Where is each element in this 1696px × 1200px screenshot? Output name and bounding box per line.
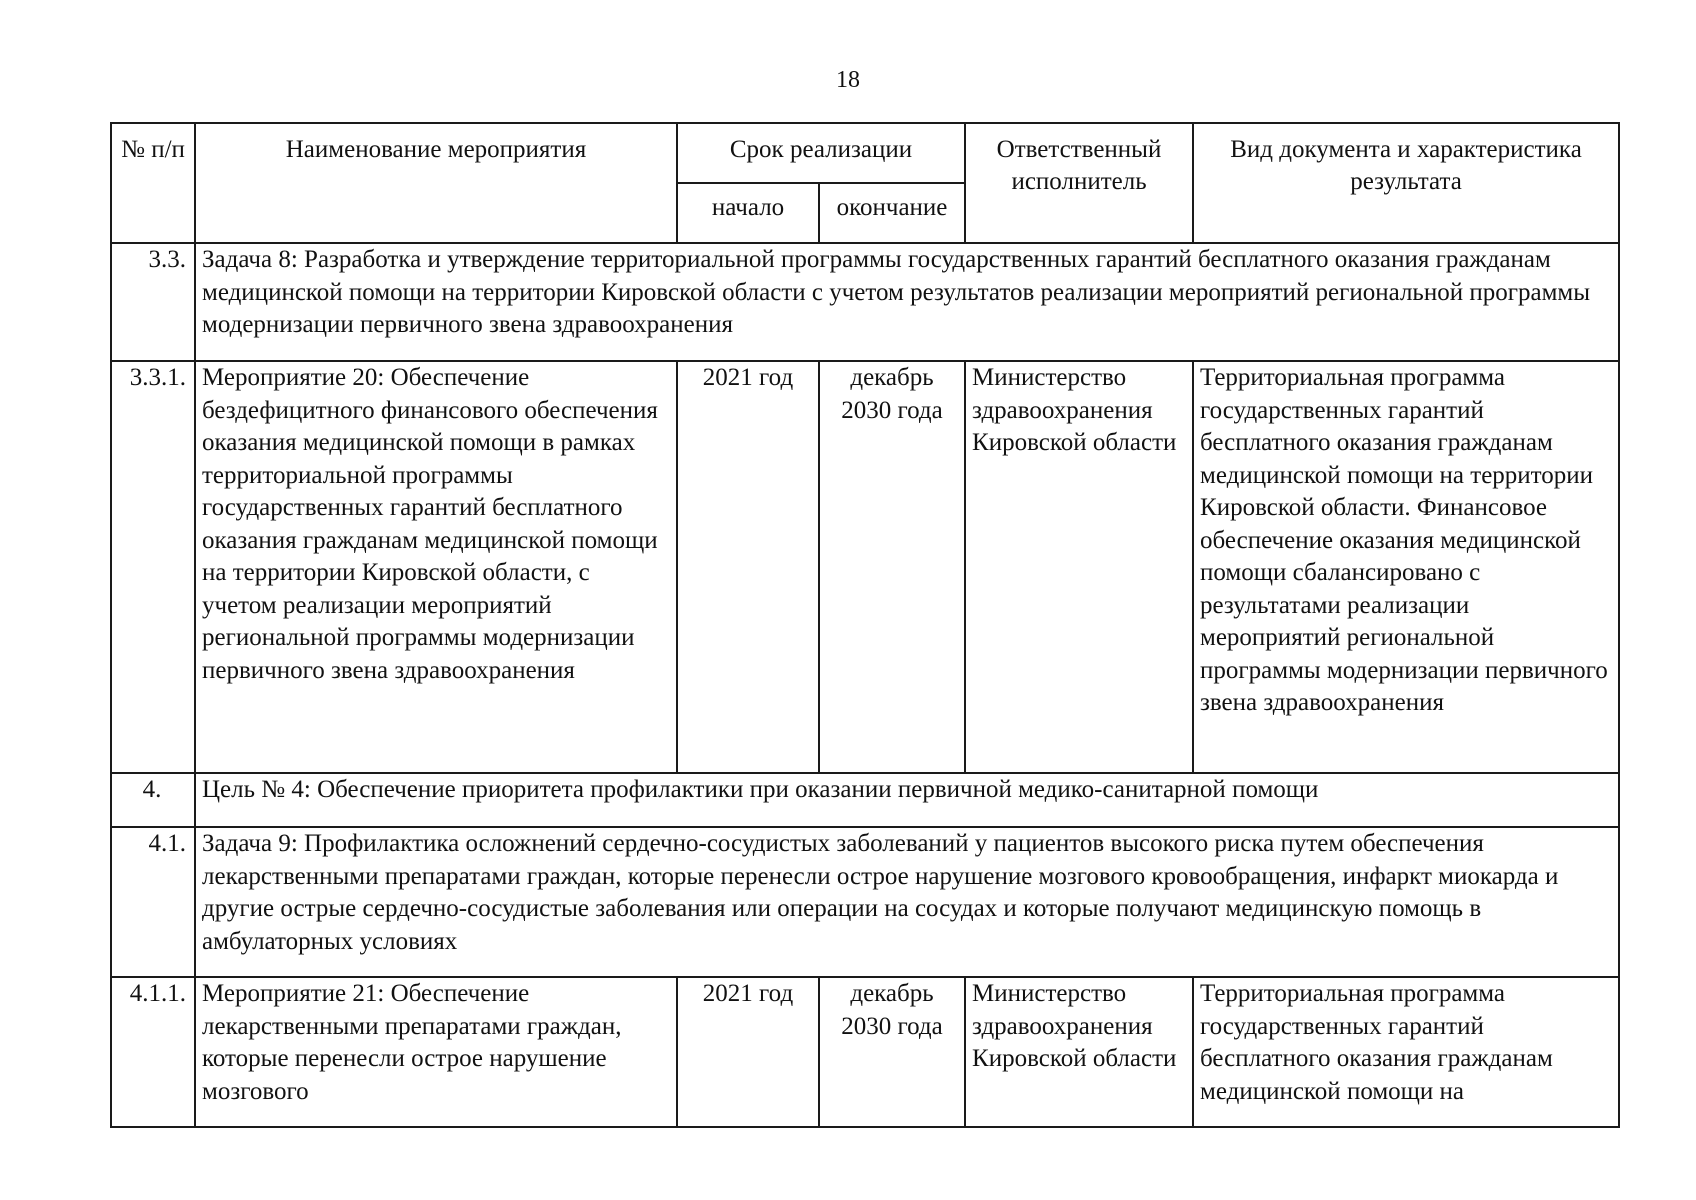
row-number: 4.1. bbox=[111, 827, 195, 977]
activity-responsible: Министерство здравоохранения Кировской области bbox=[965, 977, 1193, 1127]
task-text: Задача 8: Разработка и утверждение территориальной программы государственных гарантий бесплатного оказания гражданам медицинской помощи на территории Кировской области с учетом результатов реализации мероприятий региональной программы модернизации первичного звена здравоохранения bbox=[195, 243, 1619, 361]
header-start: начало bbox=[677, 183, 819, 243]
row-number: 4. bbox=[111, 773, 195, 827]
header-period: Срок реализации bbox=[677, 123, 965, 183]
table-row-activity-21 bbox=[111, 977, 1619, 1127]
goal-text: Цель № 4: Обеспечение приоритета профилактики при оказании первичной медико-санитарной помощи bbox=[195, 773, 1619, 827]
activities-table bbox=[110, 122, 1620, 1128]
table-row-task-9 bbox=[111, 827, 1619, 977]
activity-name: Мероприятие 20: Обеспечение бездефицитного финансового обеспечения оказания медицинской помощи в рамках территориальной программы государственных гарантий бесплатного оказания гражданам медицинской помощи на территории Кировской области, с учетом реализации мероприятий региональной программы модернизации первичного звена здравоохранения bbox=[195, 361, 677, 773]
table-header-row bbox=[111, 123, 1619, 183]
table-row-activity-20 bbox=[111, 361, 1619, 773]
table-row-task-8 bbox=[111, 243, 1619, 361]
activity-responsible: Министерство здравоохранения Кировской области bbox=[965, 361, 1193, 773]
activity-start: 2021 год bbox=[677, 361, 819, 773]
row-number: 3.3.1. bbox=[111, 361, 195, 773]
header-num: № п/п bbox=[111, 123, 195, 243]
header-name: Наименование мероприятия bbox=[195, 123, 677, 243]
row-number: 3.3. bbox=[111, 243, 195, 361]
activity-name: Мероприятие 21: Обеспечение лекарственными препаратами граждан, которые перенесли острое нарушение мозгового bbox=[195, 977, 677, 1127]
activity-result: Территориальная программа государственных гарантий бесплатного оказания гражданам медицинской помощи на территории Кировской области. Финансовое обеспечение оказания медицинской помощи сбалансировано с результатами реализации мероприятий региональной программы модернизации первичного звена здравоохранения bbox=[1193, 361, 1619, 773]
header-responsible: Ответственный исполнитель bbox=[965, 123, 1193, 243]
activity-end: декабрь 2030 года bbox=[819, 361, 965, 773]
activity-result: Территориальная программа государственных гарантий бесплатного оказания гражданам медицинской помощи на bbox=[1193, 977, 1619, 1127]
table-row-goal-4 bbox=[111, 773, 1619, 827]
row-number: 4.1.1. bbox=[111, 977, 195, 1127]
activity-end: декабрь 2030 года bbox=[819, 977, 965, 1127]
activity-start: 2021 год bbox=[677, 977, 819, 1127]
header-result: Вид документа и характеристика результата bbox=[1193, 123, 1619, 243]
task-text: Задача 9: Профилактика осложнений сердечно-сосудистых заболеваний у пациентов высокого риска путем обеспечения лекарственными препаратами граждан, которые перенесли острое нарушение мозгового кровообращения, инфаркт миокарда и другие острые сердечно-сосудистые заболевания или операции на сосудах и которые получают медицинскую помощь в амбулаторных условиях bbox=[195, 827, 1619, 977]
page-number: 18 bbox=[836, 67, 860, 93]
header-end: окончание bbox=[819, 183, 965, 243]
